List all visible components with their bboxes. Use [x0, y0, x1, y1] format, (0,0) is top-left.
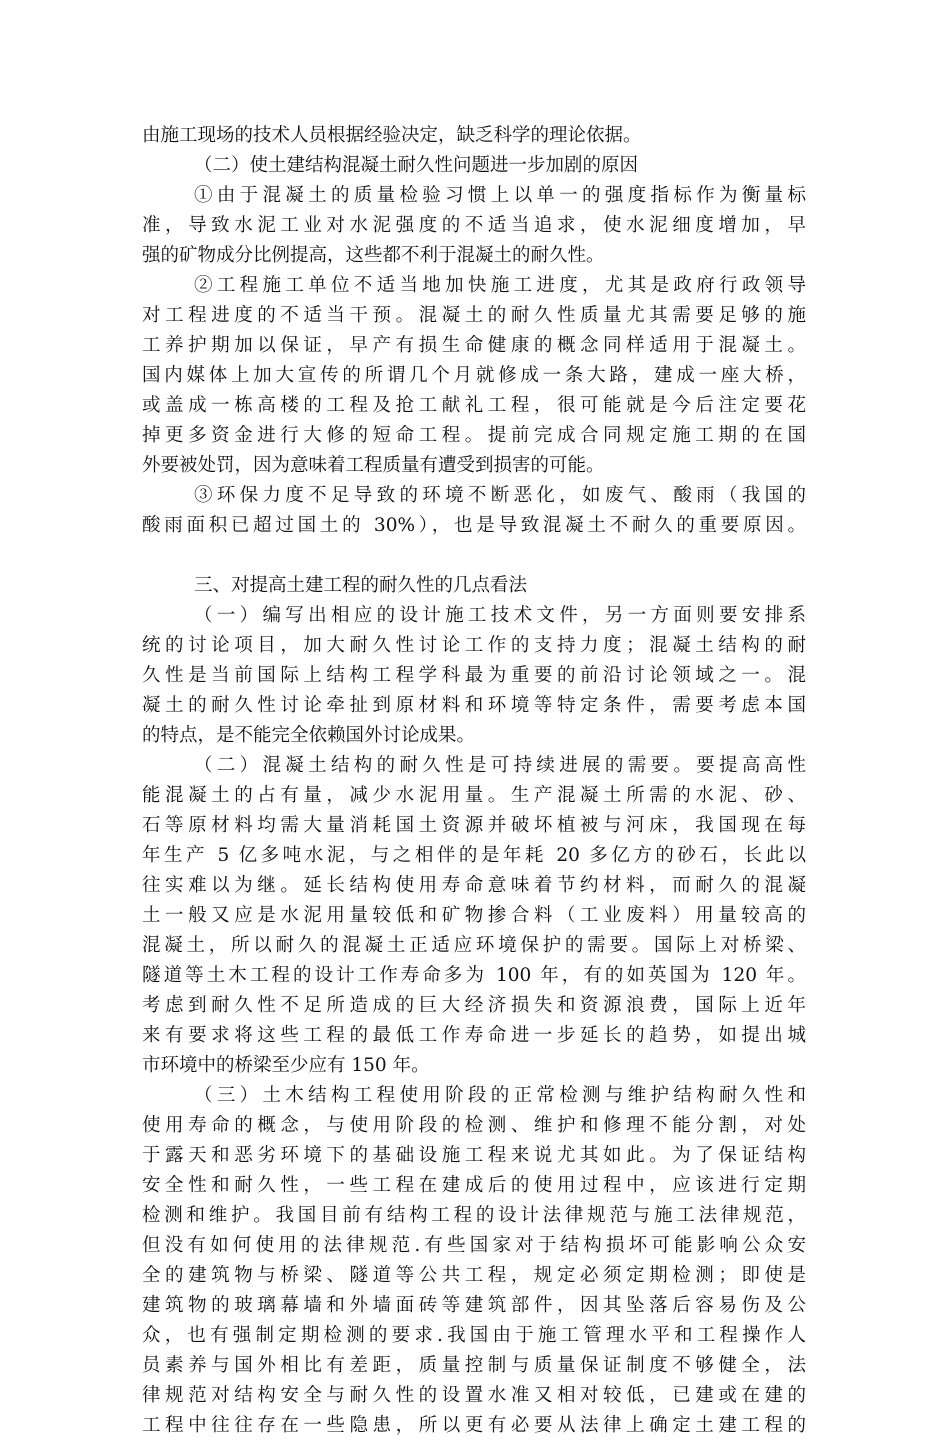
text-line: ①由于混凝土的质量检验习惯上以单一的强度指标作为衡量标	[194, 185, 806, 206]
text-line: 由施工现场的技术人员根据经验决定，缺乏科学的理论依据。	[142, 125, 642, 146]
text-line: ③环保力度不足导致的环境不断恶化，如废气、酸雨（我国的	[194, 485, 806, 506]
text-line: 建筑物的玻璃幕墙和外墙面砖等建筑部件，因其坠落后容易伤及公	[142, 1295, 806, 1316]
text-line: 酸雨面积已超过国土的 30%），也是导致混凝土不耐久的重要原因。	[142, 515, 806, 536]
text-line: 能混凝土的占有量，减少水泥用量。生产混凝土所需的水泥、砂、	[142, 785, 806, 806]
text-line: 准，导致水泥工业对水泥强度的不适当追求，使水泥细度增加，早	[142, 215, 806, 236]
subheading: （二）使土建结构混凝土耐久性问题进一步加剧的原因	[194, 155, 639, 176]
text-line: 对工程进度的不适当干预。混凝土的耐久性质量尤其需要足够的施	[142, 305, 806, 326]
text-line: 土一般又应是水泥用量较低和矿物掺合料（工业废料）用量较高的	[142, 905, 806, 926]
body-text	[142, 121, 806, 1441]
blank-line	[142, 541, 806, 571]
text-line: 安全性和耐久性，一些工程在建成后的使用过程中，应该进行定期	[142, 1175, 806, 1196]
text-line: 外要被处罚，因为意味着工程质量有遭受到损害的可能。	[142, 455, 605, 476]
text-line: 市环境中的桥梁至少应有 150 年。	[142, 1055, 430, 1076]
text-line: 全的建筑物与桥梁、隧道等公共工程，规定必须定期检测；即使是	[142, 1265, 806, 1286]
text-line: 于露天和恶劣环境下的基础设施工程来说尤其如此。为了保证结构	[142, 1145, 806, 1166]
text-line: 凝土的耐久性讨论牵扯到原材料和环境等特定条件，需要考虑本国	[142, 695, 806, 716]
text-line: （二）混凝土结构的耐久性是可持续进展的需要。要提高高性	[194, 755, 806, 776]
text-line: 统的讨论项目，加大耐久性讨论工作的支持力度；混凝土结构的耐	[142, 635, 806, 656]
text-line: 隧道等土木工程的设计工作寿命多为 100 年，有的如英国为 120 年。	[142, 965, 806, 986]
text-line: 久性是当前国际上结构工程学科最为重要的前沿讨论领域之一。混	[142, 665, 806, 686]
text-line: 但没有如何使用的法律规范.有些国家对于结构损坏可能影响公众安	[142, 1235, 806, 1256]
text-line: 的特点，是不能完全依赖国外讨论成果。	[142, 725, 476, 746]
text-line: 律规范对结构安全与耐久性的设置水准又相对较低，已建或在建的	[142, 1385, 806, 1406]
text-line: 使用寿命的概念，与使用阶段的检测、维护和修理不能分割，对处	[142, 1115, 806, 1136]
text-line: 年生产 5 亿多吨水泥，与之相伴的是年耗 20 多亿方的砂石，长此以	[142, 845, 806, 866]
text-line: 员素养与国外相比有差距，质量控制与质量保证制度不够健全，法	[142, 1355, 806, 1376]
text-line: （三）土木结构工程使用阶段的正常检测与维护结构耐久性和	[194, 1085, 806, 1106]
text-line: 往实难以为继。延长结构使用寿命意味着节约材料，而耐久的混凝	[142, 875, 806, 896]
text-line: 国内媒体上加大宣传的所谓几个月就修成一条大路，建成一座大桥，	[142, 365, 806, 386]
text-line: 众，也有强制定期检测的要求.我国由于施工管理水平和工程操作人	[142, 1325, 806, 1346]
text-line: 掉更多资金进行大修的短命工程。提前完成合同规定施工期的在国	[142, 425, 806, 446]
text-line: 石等原材料均需大量消耗国土资源并破坏植被与河床，我国现在每	[142, 815, 806, 836]
text-line: 混凝土，所以耐久的混凝土正适应环境保护的需要。国际上对桥梁、	[142, 935, 806, 956]
text-line: 检测和维护。我国目前有结构工程的设计法律规范与施工法律规范，	[142, 1205, 806, 1226]
text-line: 来有要求将这些工程的最低工作寿命进一步延长的趋势，如提出城	[142, 1025, 806, 1046]
text-line: 或盖成一栋高楼的工程及抢工献礼工程，很可能就是今后注定要花	[142, 395, 806, 416]
text-line: （一）编写出相应的设计施工技术文件，另一方面则要安排系	[194, 605, 806, 626]
text-line: 强的矿物成分比例提高，这些都不利于混凝土的耐久性。	[142, 245, 605, 266]
text-line: 考虑到耐久性不足所造成的巨大经济损失和资源浪费，国际上近年	[142, 995, 806, 1016]
section-heading: 三、对提高土建工程的耐久性的几点看法	[194, 575, 528, 596]
text-line: 工养护期加以保证，早产有损生命健康的概念同样适用于混凝土。	[142, 335, 806, 356]
text-line: 工程中往往存在一些隐患，所以更有必要从法律上确定土建工程的	[142, 1415, 806, 1436]
text-line: ②工程施工单位不适当地加快施工进度，尤其是政府行政领导	[194, 275, 806, 296]
